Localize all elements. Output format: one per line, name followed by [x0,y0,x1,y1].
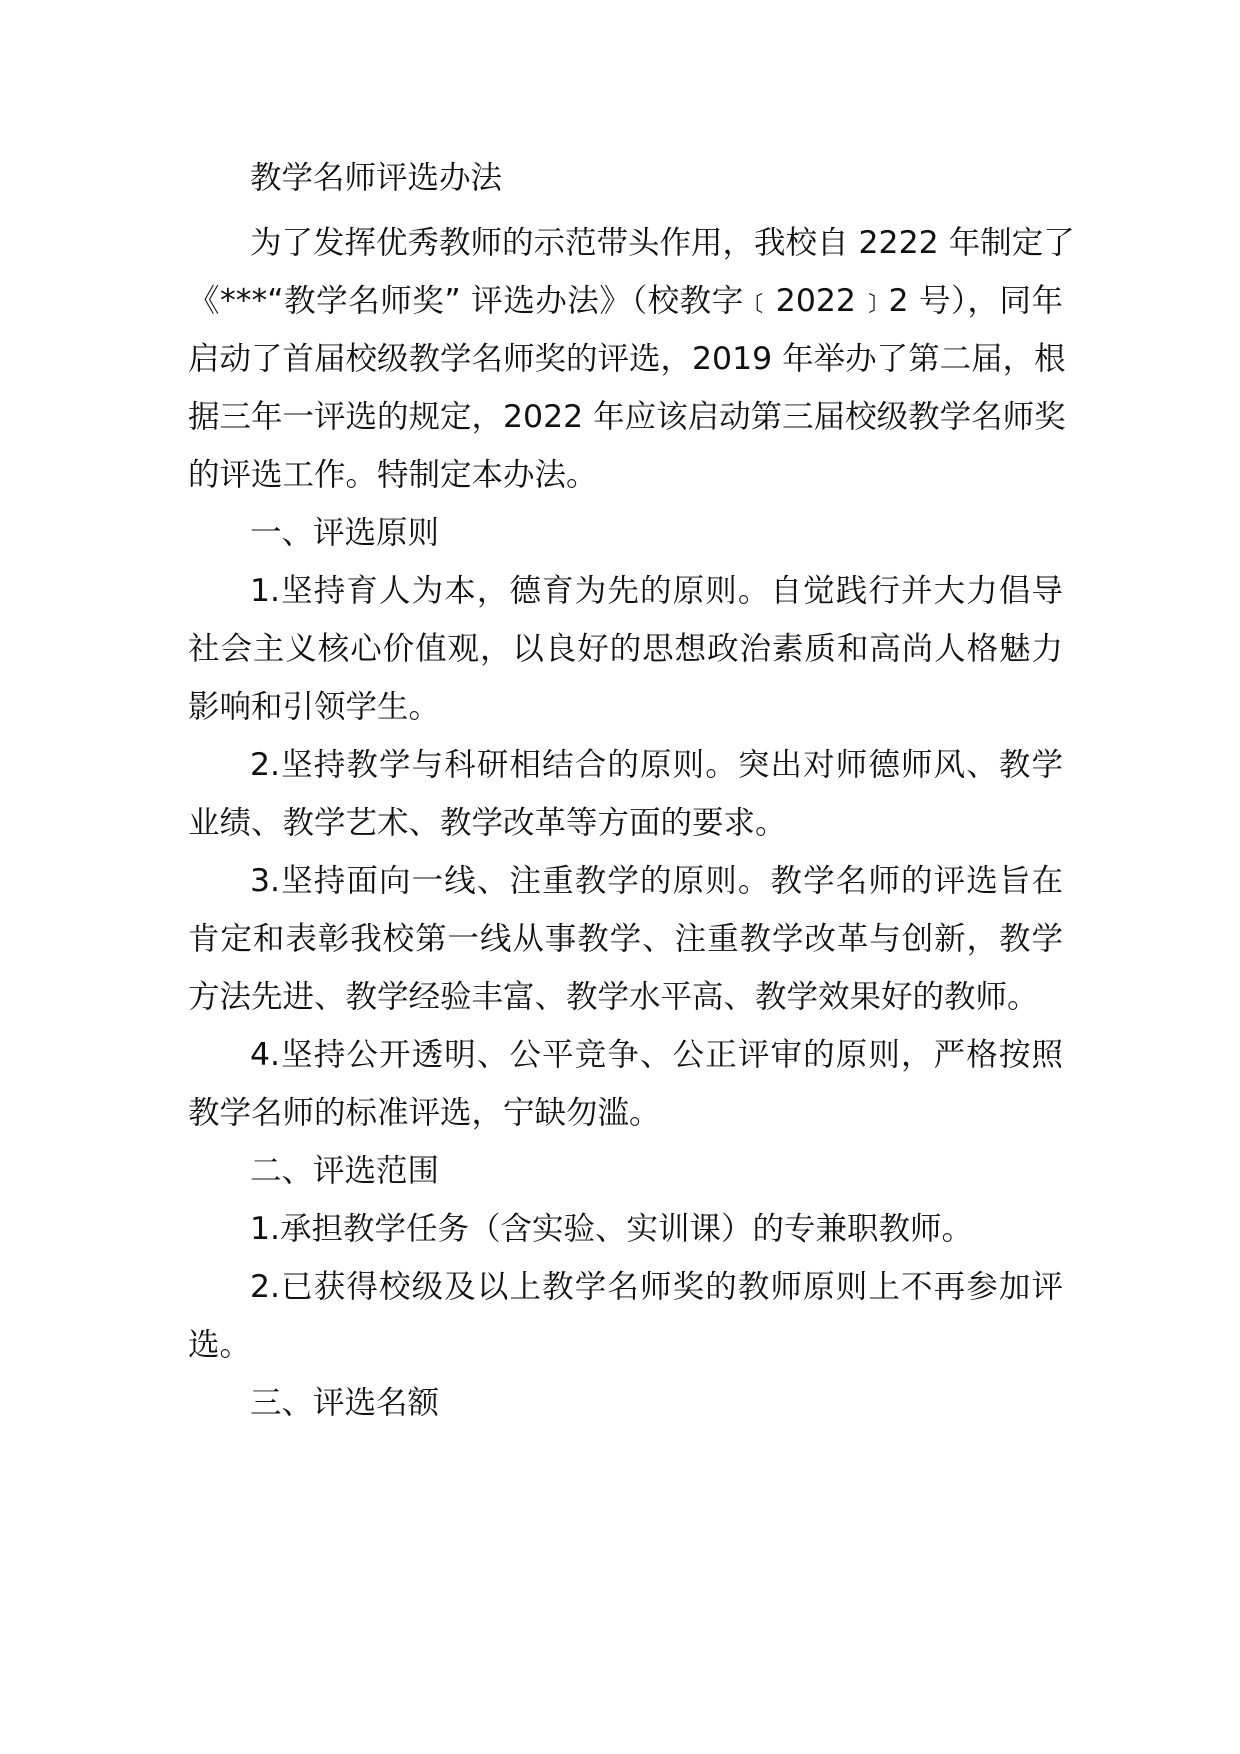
paragraph-line: 业绩、教学艺术、教学改革等方面的要求。 [188,805,787,841]
paragraph-line: 2.已获得校级及以上教学名师奖的教师原则上不再参加评 [250,1269,1063,1305]
paragraph-line: 教学名师的标准评选，宁缺勿滥。 [188,1095,661,1131]
paragraph-line: 选。 [188,1327,252,1363]
section-heading: 三、评选名额 [250,1385,440,1421]
paragraph-line: 方法先进、教学经验丰富、教学水平高、教学效果好的教师。 [188,979,1039,1015]
paragraph-line: 3.坚持面向一线、注重教学的原则。教学名师的评选旨在 [250,863,1063,899]
paragraph-line: 4.坚持公开透明、公平竞争、公正评审的原则，严格按照 [250,1037,1063,1073]
paragraph-line: 影响和引领学生。 [188,689,441,725]
paragraph-line: 2.坚持教学与科研相结合的原则。突出对师德师风、教学 [250,747,1063,783]
paragraph-line: 肯定和表彰我校第一线从事教学、注重教学改革与创新，教学 [188,921,1063,957]
section-heading: 二、评选范围 [250,1153,440,1189]
paragraph-line: 的评选工作。特制定本办法。 [188,457,598,493]
document-title: 教学名师评选办法 [250,160,503,196]
paragraph-line: 启动了首届校级教学名师奖的评选，2019 年举办了第二届，根 [188,341,1066,377]
paragraph-line: 社会主义核心价值观，以良好的思想政治素质和高尚人格魅力 [188,631,1063,667]
section-heading: 一、评选原则 [250,515,440,551]
paragraph-line: 为了发挥优秀教师的示范带头作用，我校自 2222 年制定了 [250,225,1075,261]
paragraph-line: 1.承担教学任务（含实验、实训课）的专兼职教师。 [250,1211,974,1247]
paragraph-line: 《***“教学名师奖” 评选办法》（校教字﹝2022﹞2 号），同年 [188,283,1063,319]
paragraph-line: 据三年一评选的规定，2022 年应该启动第三届校级教学名师奖 [188,399,1066,435]
paragraph-line: 1.坚持育人为本，德育为先的原则。自觉践行并大力倡导 [250,573,1063,609]
